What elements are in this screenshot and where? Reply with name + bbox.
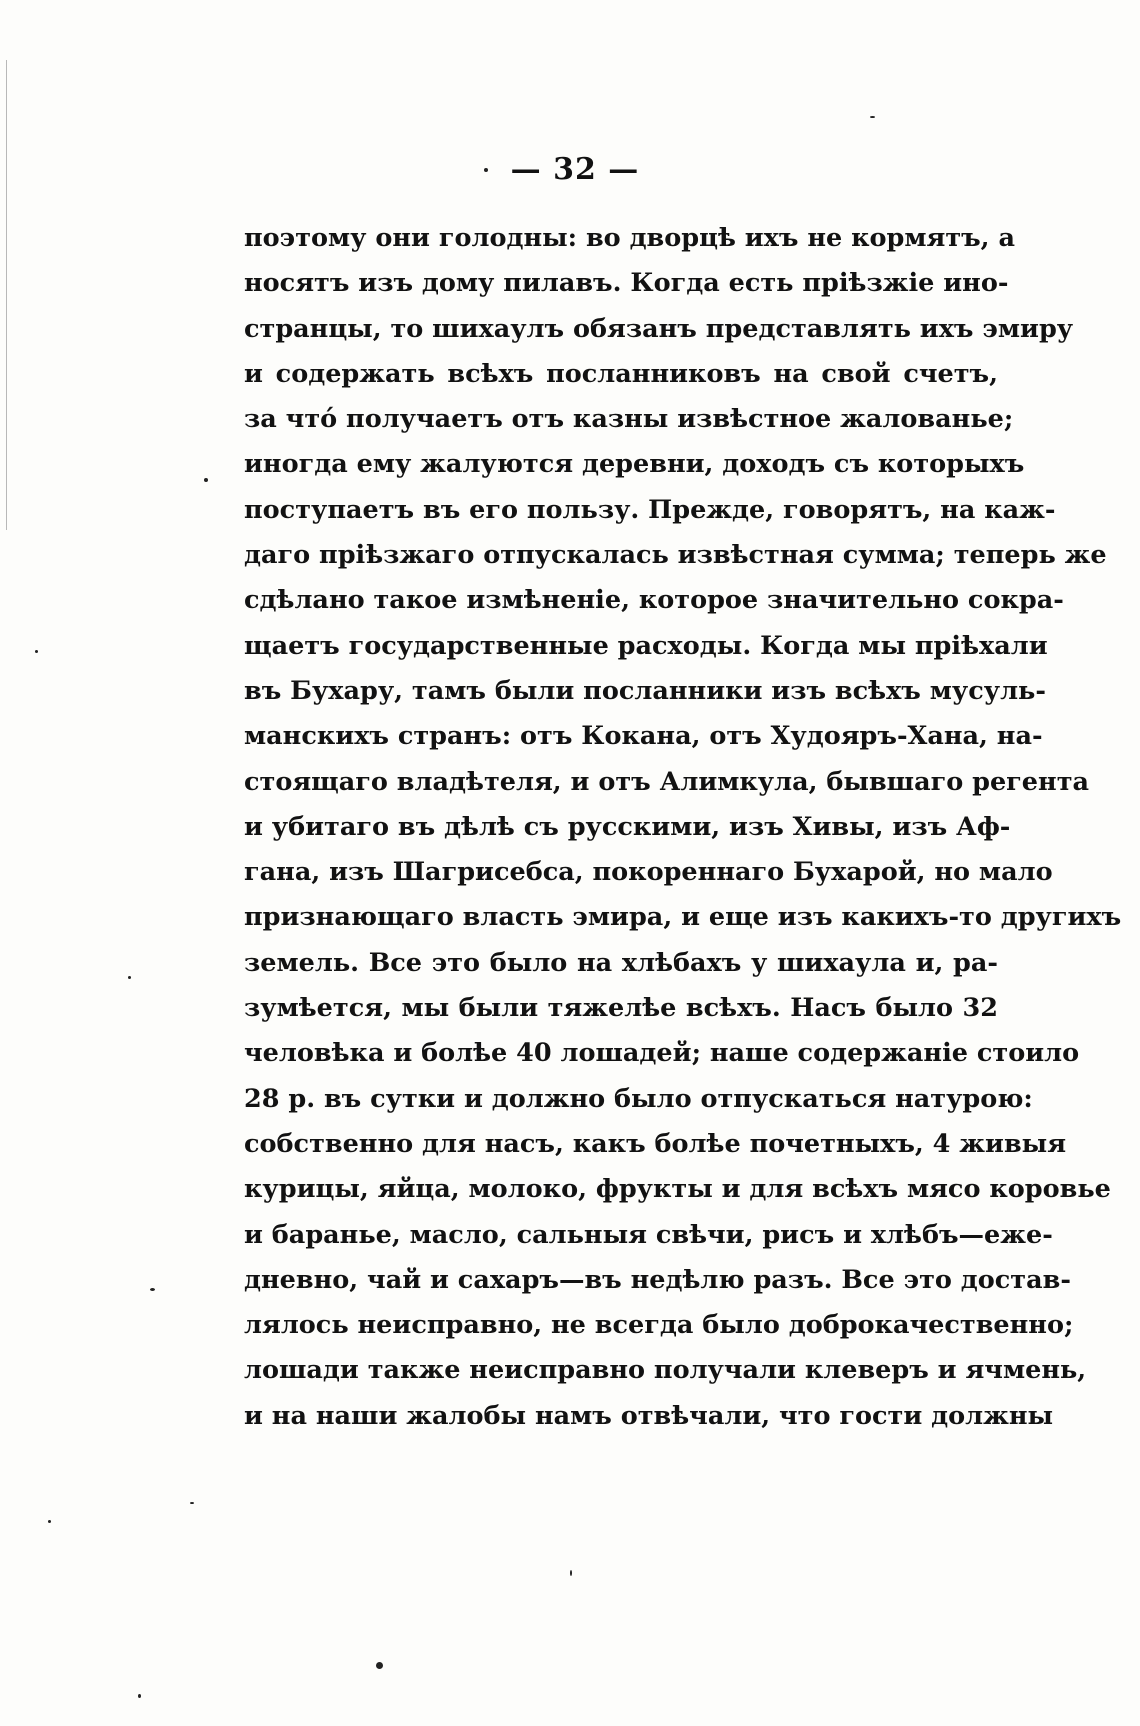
text-line: и убитаго въ дѣлѣ съ русскими, изъ Хивы, изъ Аф- — [244, 811, 1011, 842]
text-line: въ Бухару, тамъ были посланники изъ всѣхъ мусуль- — [244, 675, 1046, 706]
text-line: щаетъ государственные расходы. Когда мы пріѣхали — [244, 630, 1048, 661]
text-line: носятъ изъ дому пилавъ. Когда есть пріѣзжіе ино- — [244, 268, 1009, 299]
text-line: признающаго власть эмира, и еще изъ какихъ-то другихъ — [244, 902, 1122, 933]
text-line: и баранье, масло, сальныя свѣчи, рисъ и хлѣбъ—еже- — [244, 1219, 1053, 1250]
text-line: курицы, яйца, молоко, фрукты и для всѣхъ мясо коровье — [244, 1174, 1111, 1205]
text-line: поэтому они голодны: во дворцѣ ихъ не кормятъ, а — [244, 223, 1015, 253]
scan-speck — [48, 1520, 51, 1523]
text-line: манскихъ странъ: отъ Кокана, отъ Худояръ-Хана, на- — [244, 721, 1043, 752]
text-line: человѣка и болѣе 40 лошадей; наше содержаніе стоило — [244, 1038, 1080, 1069]
scan-speck — [150, 1288, 155, 1291]
text-line: дневно, чай и сахаръ—въ недѣлю разъ. Все это достав- — [244, 1264, 1071, 1295]
body-text — [244, 216, 1122, 1439]
scan-speck — [204, 478, 208, 482]
scan-speck — [570, 1570, 572, 1576]
text-line: и содержать всѣхъ посланниковъ на свой счетъ, — [244, 358, 998, 389]
text-line: иногда ему жалуются деревни, доходъ съ которыхъ — [244, 449, 1025, 480]
text-line: 28 р. въ сутки и должно было отпускаться натурою: — [244, 1083, 1033, 1114]
scan-speck — [35, 650, 38, 653]
scan-speck — [484, 168, 488, 172]
text-line: собственно для насъ, какъ болѣе почетныхъ, 4 живыя — [244, 1128, 1067, 1159]
scan-speck — [190, 1502, 194, 1504]
text-line: зумѣется, мы были тяжелѣе всѣхъ. Насъ было 32 — [244, 993, 998, 1024]
text-line: даго пріѣзжаго отпускалась извѣстная сумма; теперь же — [244, 540, 1107, 571]
scan-speck — [128, 976, 131, 979]
text-line: за что́ получаетъ отъ казны извѣстное жалованье; — [244, 404, 1014, 435]
scan-speck — [870, 116, 875, 118]
text-line: стоящаго владѣтеля, и отъ Алимкула, бывшаго регента — [244, 766, 1090, 797]
text-line: странцы, то шихаулъ обязанъ представлять ихъ эмиру — [244, 313, 1074, 344]
scan-edge-line — [6, 60, 7, 530]
text-line: сдѣлано такое измѣненіе, которое значительно сокра- — [244, 585, 1064, 616]
scan-speck — [376, 1662, 383, 1669]
text-line: гана, изъ Шагрисебса, покореннаго Бухарой, но мало — [244, 857, 1053, 888]
text-line: лялось неисправно, не всегда было доброкачественно; — [244, 1310, 1074, 1341]
text-line: земель. Все это было на хлѣбахъ у шихаула и, ра- — [244, 947, 998, 978]
text-line: лошади также неисправно получали клеверъ и ячмень, — [244, 1355, 1087, 1386]
scan-speck — [138, 1694, 141, 1698]
text-line: и на наши жалобы намъ отвѣчали, что гости должны — [244, 1400, 1054, 1431]
text-line: поступаетъ въ его пользу. Прежде, говорятъ, на каж- — [244, 494, 1056, 525]
page-number: — 32 — — [510, 152, 640, 187]
